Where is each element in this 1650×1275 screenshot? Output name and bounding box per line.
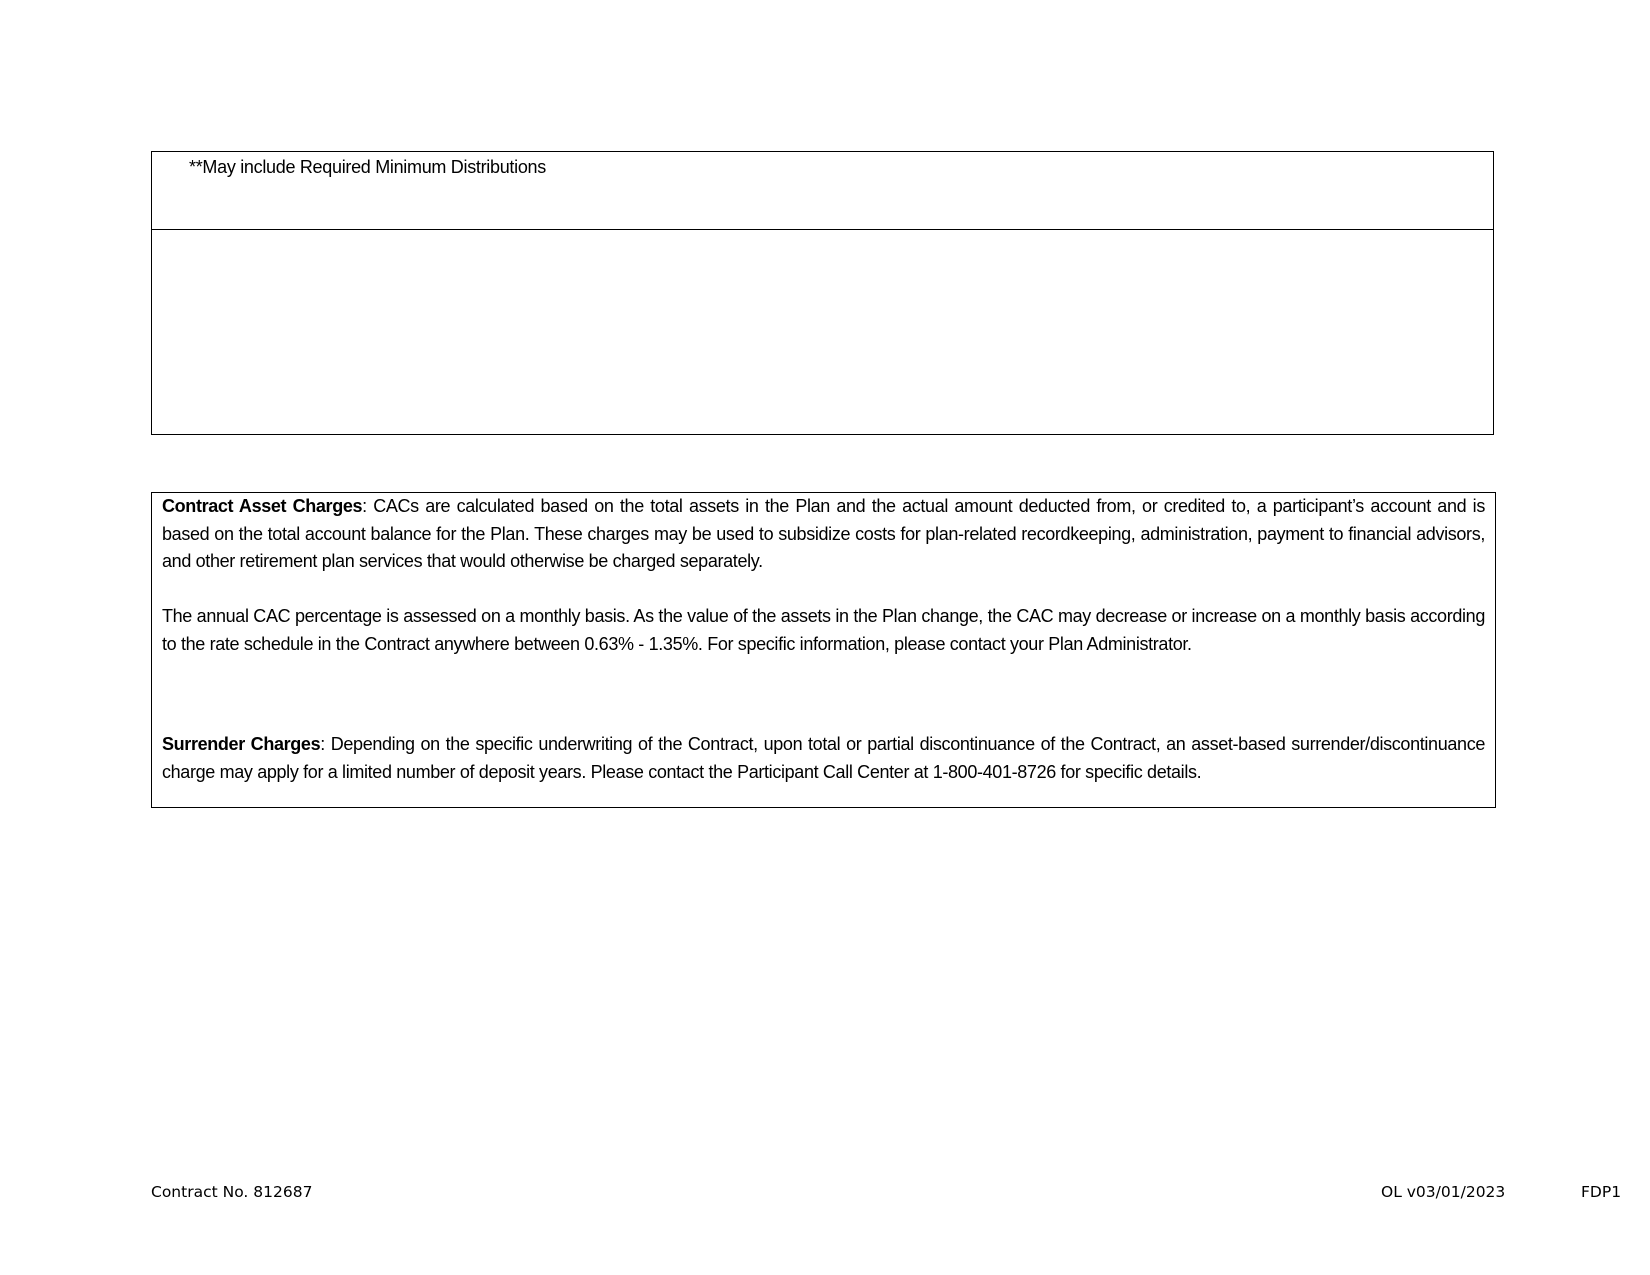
charges-disclosure-box <box>151 492 1496 808</box>
cac-heading: Contract Asset Charges <box>162 496 363 516</box>
footer-form-code: FDP1 <box>1581 1183 1622 1201</box>
cac-paragraph <box>162 493 1485 576</box>
footnote-row <box>152 152 1493 230</box>
footer-contract-number: Contract No. 812687 <box>151 1183 313 1201</box>
distribution-table <box>151 151 1494 435</box>
cac-annual-paragraph: The annual CAC percentage is assessed on a monthly basis. As the value of the assets in the Plan change, the CAC may decrease or increase on a monthly basis according to the rate schedule in the Contract anywhere between 0.63% - 1.35%. For specific information, please contact your Plan Administrator. <box>162 606 1485 654</box>
footer-version: OL v03/01/2023 <box>1381 1183 1506 1201</box>
surrender-text: : Depending on the specific underwriting of the Contract, upon total or partial discontinuance of the Contract, an asset-based surrender/discontinuance charge may apply for a limited number of deposit years. Please contact the Participant Call Center at 1-800-401-8726 for specific details. <box>162 734 1485 782</box>
rmd-footnote: **May include Required Minimum Distributions <box>189 157 546 177</box>
surrender-heading: Surrender Charges <box>162 734 321 754</box>
cac-text: : CACs are calculated based on the total assets in the Plan and the actual amount deducted from, or credited to, a participant’s account and is based on the total account balance for the Plan. These charges may be used to subsidize costs for plan-related recordkeeping, administration, payment to financial advisors, and other retirement plan services that would otherwise be charged separately. <box>162 496 1485 571</box>
surrender-paragraph <box>162 731 1485 786</box>
